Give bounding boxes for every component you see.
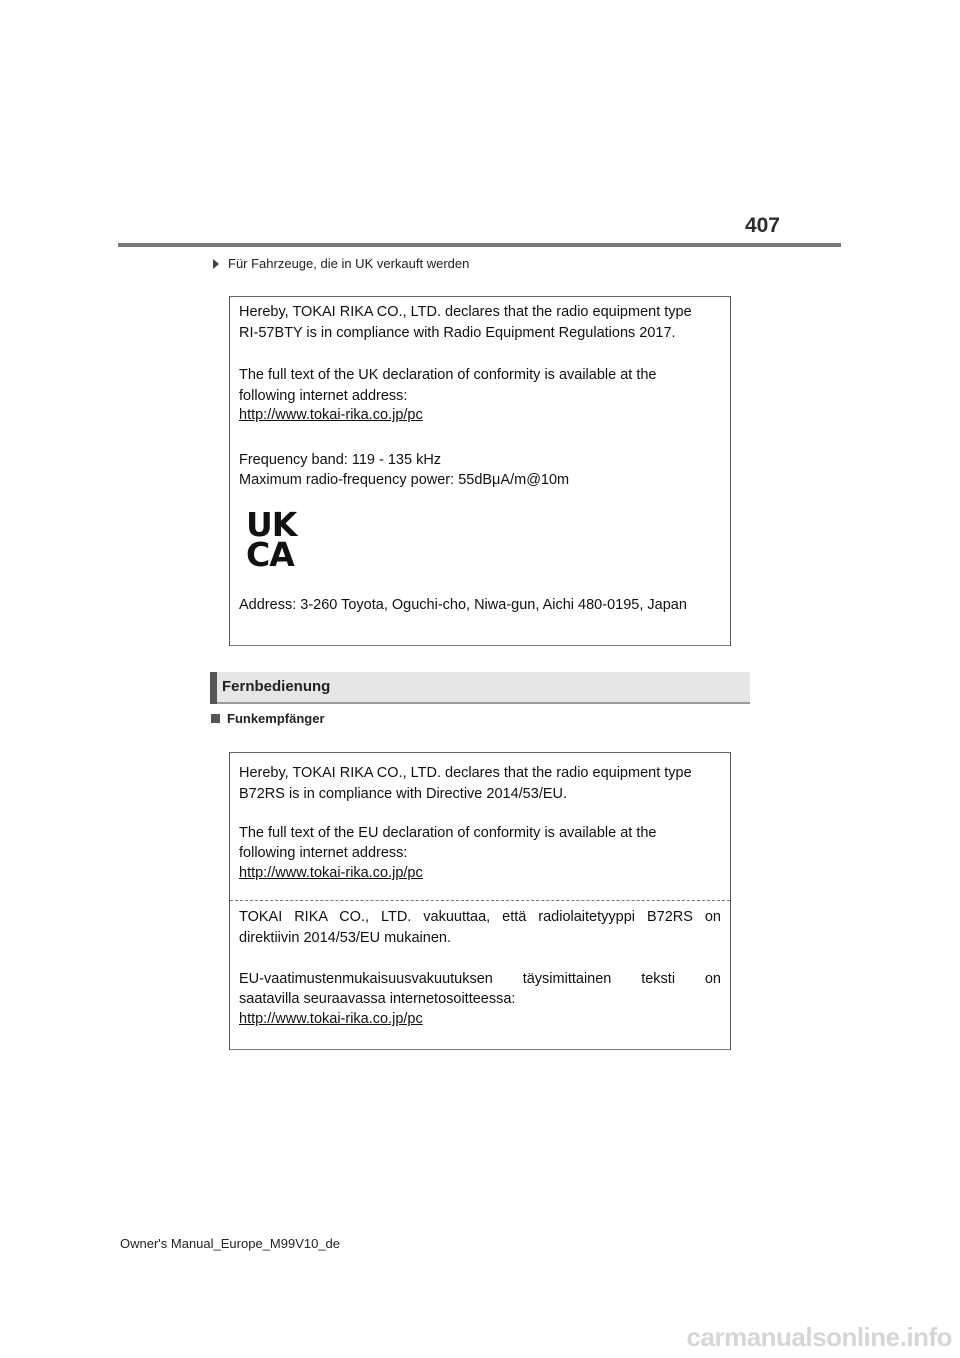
uk-decl-link[interactable]: http://www.tokai-rika.co.jp/pc <box>239 407 423 423</box>
ukca-bottom: CA <box>246 535 294 574</box>
eu-fi-line4: saatavilla seuraavassa internetosoitteessa: <box>239 991 516 1007</box>
eu-fi-line1: TOKAI RIKA CO., LTD. vakuuttaa, että radiolaitetyyppi B72RS on <box>239 909 721 925</box>
uk-decl-line1: Hereby, TOKAI RIKA CO., LTD. declares that the radio equipment type <box>239 304 692 320</box>
footer-manual-id: Owner's Manual_Europe_M99V10_de <box>120 1236 341 1251</box>
triangle-bullet-icon <box>213 259 219 269</box>
eu-en-line2: B72RS is in compliance with Directive 2014/53/EU. <box>239 786 568 802</box>
eu-en-link[interactable]: http://www.tokai-rika.co.jp/pc <box>239 865 423 881</box>
eu-en-line4: following internet address: <box>239 845 408 861</box>
header-rule <box>118 243 841 247</box>
eu-fi-line2: direktiivin 2014/53/EU mukainen. <box>239 930 451 946</box>
ukca-top: UK <box>246 505 297 544</box>
subsection-text: Funkempfänger <box>227 711 325 726</box>
language-divider <box>230 900 730 901</box>
page-number: 407 <box>744 214 780 237</box>
square-bullet-icon <box>211 714 220 723</box>
uk-subheading <box>213 256 469 271</box>
subsection-heading <box>211 711 325 726</box>
uk-subheading-text: Für Fahrzeuge, die in UK verkauft werden <box>228 256 470 271</box>
eu-declaration-box <box>229 752 731 1050</box>
ukca-logo-icon <box>246 505 308 574</box>
uk-decl-line4: following internet address: <box>239 388 408 404</box>
watermark: carmanualsonline.info <box>686 1322 952 1352</box>
section-title: Fernbedienung <box>222 678 331 695</box>
uk-decl-line2: RI-57BTY is in compliance with Radio Equipment Regulations 2017. <box>239 325 676 341</box>
eu-fi-link[interactable]: http://www.tokai-rika.co.jp/pc <box>239 1011 423 1027</box>
section-heading-bar <box>210 672 750 704</box>
box-bottom-edge <box>230 1049 730 1050</box>
box-top-edge <box>230 752 730 753</box>
section-accent <box>210 672 217 704</box>
eu-en-line1: Hereby, TOKAI RIKA CO., LTD. declares that the radio equipment type <box>239 765 692 781</box>
uk-address: Address: 3-260 Toyota, Oguchi-cho, Niwa-gun, Aichi 480-0195, Japan <box>239 597 687 613</box>
box-top-edge <box>230 296 730 297</box>
uk-declaration-box <box>229 296 731 646</box>
eu-en-line3: The full text of the EU declaration of conformity is available at the <box>239 825 657 841</box>
box-bottom-edge <box>230 645 730 646</box>
uk-max-power: Maximum radio-frequency power: 55dBμA/m@10m <box>239 472 570 488</box>
eu-fi-line3: EU-vaatimustenmukaisuusvakuutuksen täysimittainen teksti on <box>239 971 721 987</box>
uk-freq-band: Frequency band: 119 - 135 kHz <box>239 452 442 468</box>
uk-decl-line3: The full text of the UK declaration of conformity is available at the <box>239 367 657 383</box>
